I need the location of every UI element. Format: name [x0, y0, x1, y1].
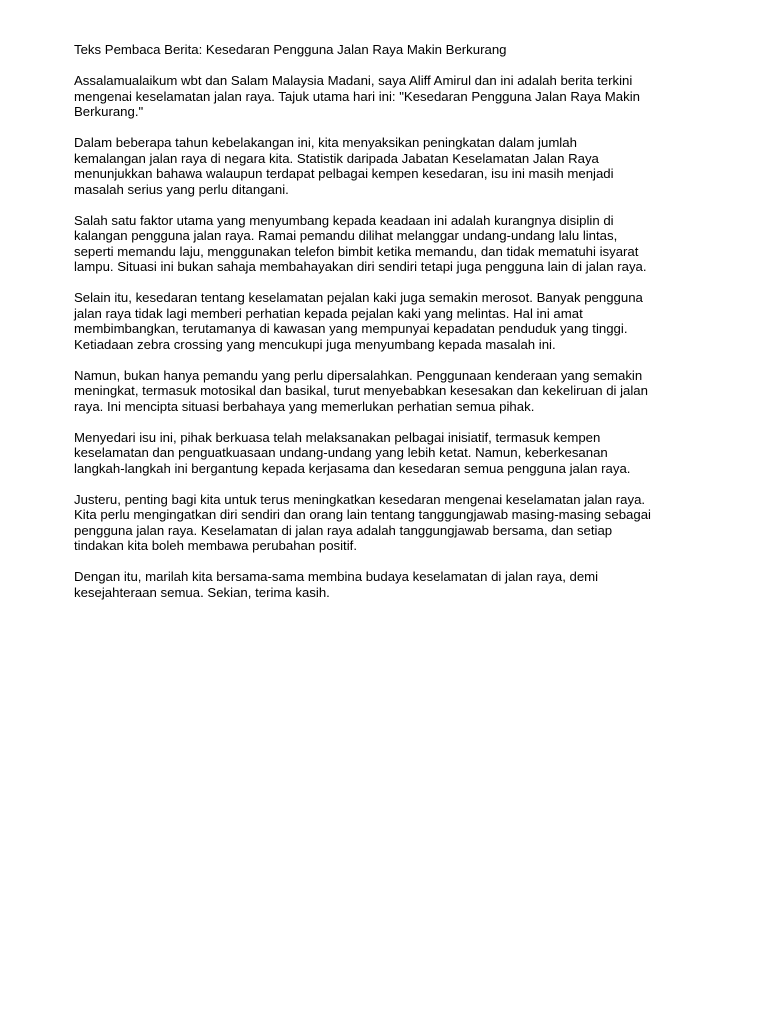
paragraph-line: Assalamualaikum wbt dan Salam Malaysia Madani, saya Aliff Amirul dan ini adalah berita terkini [74, 73, 633, 88]
paragraph-line: seperti memandu laju, menggunakan telefon bimbit ketika memandu, dan tidak mematuhi isyarat [74, 243, 639, 259]
paragraph-line: Dalam beberapa tahun kebelakangan ini, kita menyaksikan peningkatan dalam jumlah [74, 135, 577, 150]
paragraph-6 [74, 430, 702, 477]
paragraph-line: keselamatan dan penguatkuasaan undang-undang yang lebih ketat. Namun, keberkesanan [74, 445, 608, 460]
paragraph-line: Salah satu faktor utama yang menyumbang kepada keadaan ini adalah kurangnya disiplin di [74, 212, 614, 228]
paragraph-3 [74, 213, 702, 275]
paragraph-line: mengenai keselamatan jalan raya. Tajuk utama hari ini: "Kesedaran Pengguna Jalan Raya Makin [74, 88, 640, 104]
paragraph-line: kemalangan jalan raya di negara kita. Statistik daripada Jabatan Keselamatan Jalan Raya [74, 150, 599, 166]
paragraph-line: Justeru, penting bagi kita untuk terus meningkatkan kesedaran mengenai keselamatan jalan raya. [74, 491, 646, 507]
paragraph-line: kesejahteraan semua. Sekian, terima kasih. [74, 584, 330, 600]
paragraph-line: Berkurang." [74, 104, 144, 119]
paragraph-line: Ketiadaan zebra crossing yang mencukupi juga menyumbang kepada masalah ini. [74, 336, 556, 352]
paragraph-line: pengguna jalan raya. Keselamatan di jalan raya adalah tanggungjawab bersama, dan setiap [74, 522, 613, 538]
paragraph-line: menunjukkan bahawa walaupun terdapat pelbagai kempen kesedaran, isu ini masih menjadi [74, 166, 614, 181]
document-title [74, 42, 702, 58]
paragraph-line: masalah serius yang perlu ditangani. [74, 181, 289, 197]
paragraph-line: Dengan itu, marilah kita bersama-sama membina budaya keselamatan di jalan raya, demi [74, 569, 599, 584]
paragraph-line: Menyedari isu ini, pihak berkuasa telah melaksanakan pelbagai inisiatif, termasuk kempen [74, 429, 601, 445]
paragraph-line: lampu. Situasi ini bukan sahaja membahayakan diri sendiri tetapi juga pengguna lain di jalan raya. [74, 259, 647, 274]
paragraph-line: langkah-langkah ini bergantung kepada kerjasama dan kesedaran semua pengguna jalan raya. [74, 460, 631, 476]
paragraph-line: jalan raya tidak lagi memberi perhatian kepada pejalan kaki yang melintas. Hal ini amat [74, 305, 583, 321]
paragraph-line: tindakan kita boleh membawa perubahan positif. [74, 538, 357, 553]
paragraph-line: meningkat, termasuk motosikal dan basikal, turut menyebabkan kesesakan dan kekeliruan di jalan [74, 383, 648, 398]
paragraph-4 [74, 290, 702, 352]
title-line: Teks Pembaca Berita: Kesedaran Pengguna Jalan Raya Makin Berkurang [74, 42, 507, 57]
paragraph-line: Namun, bukan hanya pemandu yang perlu dipersalahkan. Penggunaan kenderaan yang semakin [74, 367, 643, 383]
paragraph-8 [74, 569, 702, 600]
document-page [74, 42, 702, 616]
paragraph-1 [74, 73, 702, 120]
paragraph-2 [74, 135, 702, 197]
paragraph-line: raya. Ini mencipta situasi berbahaya yang memerlukan perhatian semua pihak. [74, 398, 535, 414]
paragraph-line: membimbangkan, terutamanya di kawasan yang mempunyai kepadatan penduduk yang tinggi. [74, 321, 628, 336]
paragraph-line: Kita perlu mengingatkan diri sendiri dan orang lain tentang tanggungjawab masing-masing sebagai [74, 507, 651, 522]
paragraph-5 [74, 368, 702, 415]
paragraph-line: Selain itu, kesedaran tentang keselamatan pejalan kaki juga semakin merosot. Banyak pengguna [74, 290, 643, 305]
paragraph-7 [74, 492, 702, 554]
paragraph-line: kalangan pengguna jalan raya. Ramai pemandu dilihat melanggar undang-undang lalu lintas, [74, 228, 618, 243]
